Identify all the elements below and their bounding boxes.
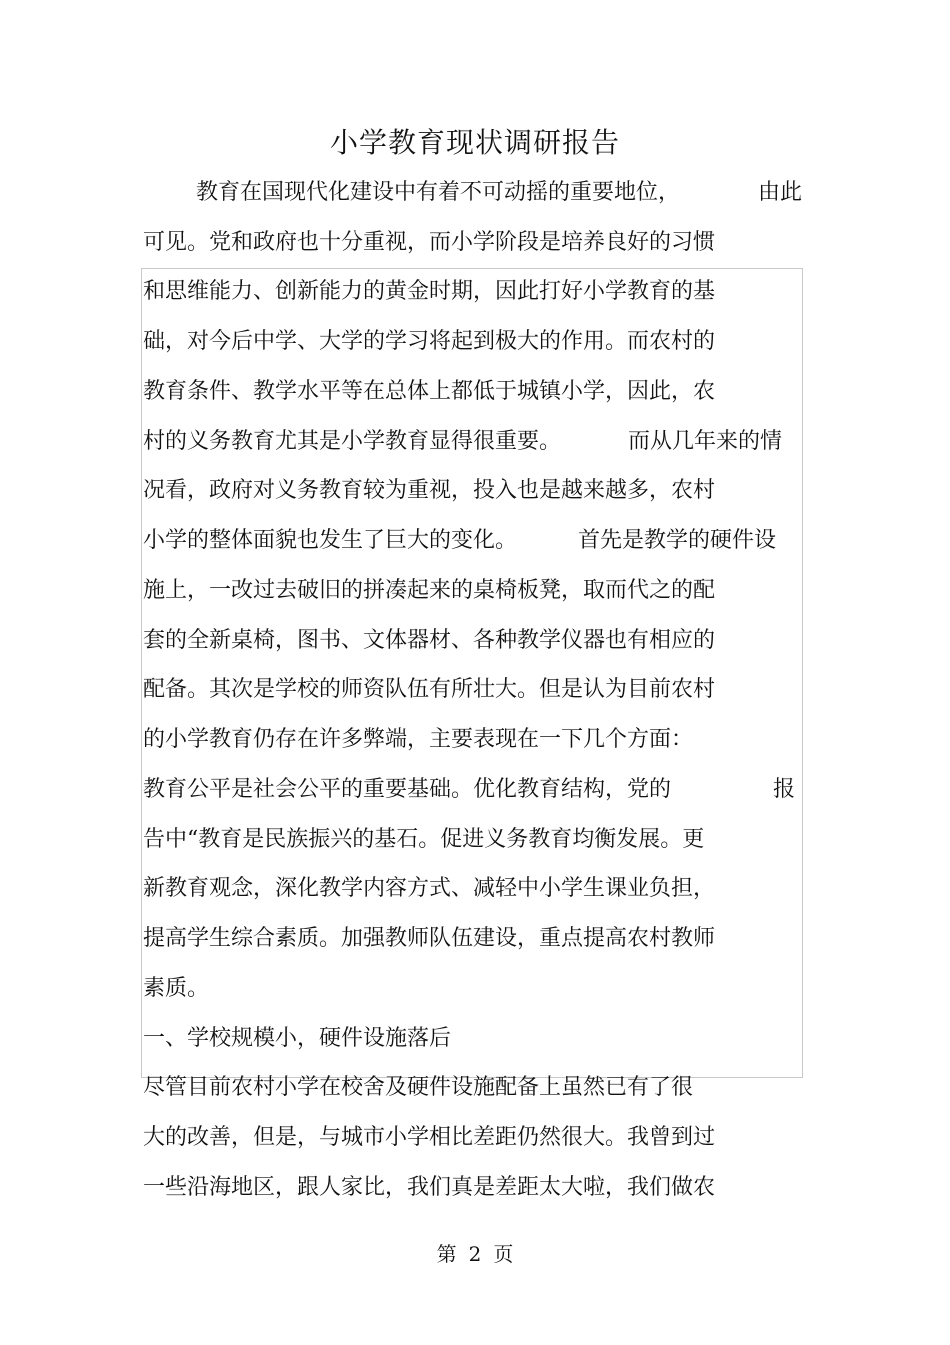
line-11-text: 配备。其次是学校的师资队伍有所壮大。但是认为目前农村	[143, 677, 716, 702]
page-suffix: 页	[493, 1242, 514, 1266]
line-13-tail: 报	[773, 777, 796, 802]
section-heading-text: 一、学校规模小，硬件设施落后	[143, 1026, 452, 1051]
line-16-text: 提高学生综合素质。加强教师队伍建设，重点提高农村教师	[143, 926, 716, 951]
line-13-text: 教育公平是社会公平的重要基础。优化教育结构，党的	[143, 777, 672, 802]
line-4-text: 础，对今后中学、大学的学习将起到极大的作用。而农村的	[143, 329, 716, 354]
line-17-text: 素质。	[143, 976, 210, 1001]
line-6-tail: 而从几年来的情	[628, 429, 783, 454]
line-1-tail: 由此	[758, 180, 803, 205]
line-14-text: 告中“教育是民族振兴的基石。促进义务教育均衡发展。更	[143, 827, 705, 852]
line-19-text: 尽管目前农村小学在校舍及硬件设施配备上虽然已有了很	[143, 1075, 694, 1100]
line-9-text: 施上，一改过去破旧的拼凑起来的桌椅板凳，取而代之的配	[143, 578, 716, 603]
page-number-footer	[0, 1240, 950, 1268]
line-21-text: 一些沿海地区，跟人家比，我们真是差距太大啦，我们做农	[143, 1175, 716, 1200]
line-6-text: 村的义务教育尤其是小学教育显得很重要。	[143, 429, 562, 454]
line-8-text: 小学的整体面貌也发生了巨大的变化。	[143, 528, 518, 553]
document-title: 小学教育现状调研报告	[329, 126, 620, 159]
line-1-text: 教育在国现代化建设中有着不可动摇的重要地位，	[196, 180, 681, 205]
line-12-text: 的小学教育仍存在许多弊端，主要表现在一下几个方面：	[143, 727, 694, 752]
page-number: 2	[468, 1242, 482, 1266]
line-10-text: 套的全新桌椅，图书、文体器材、各种教学仪器也有相应的	[143, 628, 716, 653]
line-2-text: 可见。党和政府也十分重视，而小学阶段是培养良好的习惯	[143, 230, 716, 255]
page-prefix: 第	[436, 1242, 457, 1266]
line-8-tail: 首先是教学的硬件设	[578, 528, 777, 553]
line-20-text: 大的改善，但是，与城市小学相比差距仍然很大。我曾到过	[143, 1125, 716, 1150]
line-15-text: 新教育观念，深化教学内容方式、减轻中小学生课业负担，	[143, 876, 716, 901]
line-7-text: 况看，政府对义务教育较为重视，投入也是越来越多，农村	[143, 478, 716, 503]
line-5-text: 教育条件、教学水平等在总体上都低于城镇小学，因此，农	[143, 379, 716, 404]
line-3-text: 和思维能力、创新能力的黄金时期，因此打好小学教育的基	[143, 279, 716, 304]
